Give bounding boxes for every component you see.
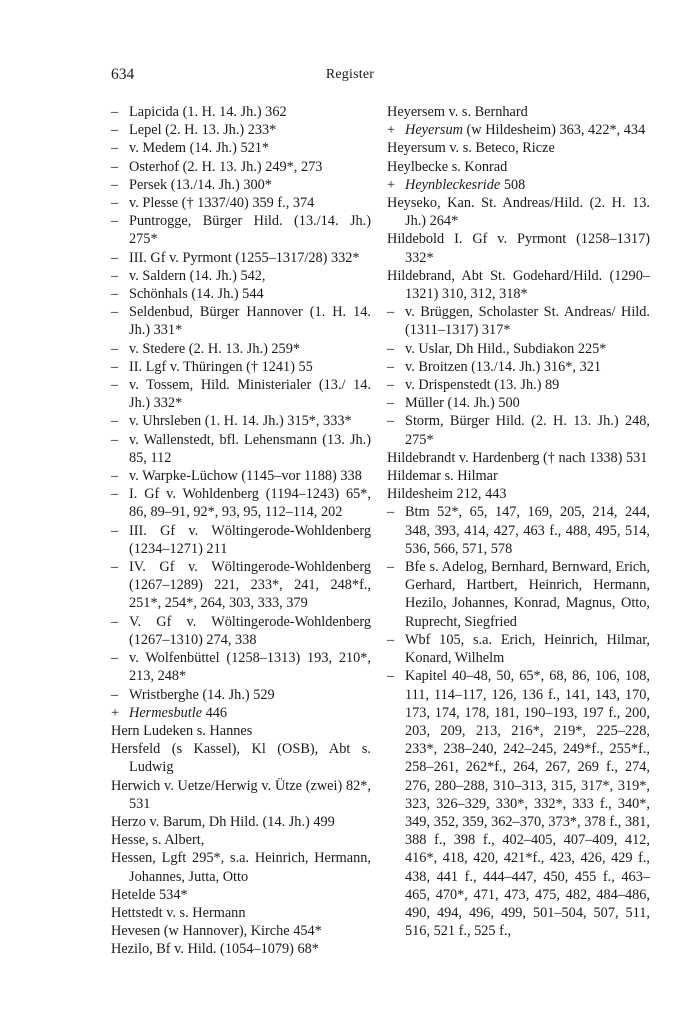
index-entry xyxy=(387,230,650,266)
entry-reference: 446 xyxy=(202,704,228,721)
index-entry xyxy=(111,904,371,922)
entry-text xyxy=(129,705,227,721)
index-entry xyxy=(387,631,650,667)
index-entry xyxy=(111,340,371,358)
index-entry xyxy=(111,886,371,904)
entry-text xyxy=(111,849,371,885)
dash-marker: – xyxy=(387,395,395,412)
entry-reference: v. Drispenstedt (13. Jh.) 89 xyxy=(405,377,560,394)
entry-text xyxy=(129,177,272,193)
entry-reference: Hildemar s. Hilmar xyxy=(387,468,498,485)
entry-reference: Lepel (2. H. 13. Jh.) 233* xyxy=(129,122,277,139)
index-entry xyxy=(111,704,371,722)
dash-marker: – xyxy=(111,431,119,448)
dash-marker: – xyxy=(111,267,119,284)
entry-text xyxy=(405,341,606,357)
dash-marker: – xyxy=(111,559,119,576)
entry-text xyxy=(111,904,371,922)
dash-marker: – xyxy=(387,631,395,648)
entry-reference: Heylbecke s. Konrad xyxy=(387,158,508,175)
index-entry xyxy=(387,558,650,631)
entry-text xyxy=(129,359,313,375)
entry-reference: III. Gf v. Wöltingerode-Wohldenberg (1234–1271) 211 xyxy=(129,522,371,557)
entry-reference: Heyersum v. s. Beteco, Ricze xyxy=(387,140,555,157)
entry-reference: v. Wallenstedt, bfl. Lehensmann (13. Jh.) 85, 112 xyxy=(129,431,371,466)
index-entry xyxy=(111,139,371,157)
entry-reference: v. Warpke-Lüchow (1145–vor 1188) 338 xyxy=(129,468,362,485)
entry-reference: v. Uslar, Dh Hild., Subdiakon 225* xyxy=(405,340,607,357)
entry-text xyxy=(405,377,559,393)
entry-reference: Wbf 105, s.a. Erich, Heinrich, Hilmar, Konard, Wilhelm xyxy=(405,631,650,667)
entry-text xyxy=(405,413,650,447)
index-entry xyxy=(387,412,650,448)
index-entry xyxy=(111,267,371,285)
entry-reference: v. Tossem, Hild. Ministerialer (13./ 14. Jh.) 332* xyxy=(129,377,371,412)
entry-reference: Hildebrandt v. Hardenberg († nach 1338) 531 xyxy=(387,449,648,466)
index-entry xyxy=(111,613,371,649)
entry-reference: Heyersem v. s. Bernhard xyxy=(387,104,528,120)
entry-reference: Hezilo, Bf v. Hild. (1054–1079) 68* xyxy=(111,941,319,958)
dash-marker: – xyxy=(111,340,119,357)
index-entry xyxy=(387,139,650,157)
dash-marker: – xyxy=(111,104,119,120)
index-entry xyxy=(387,267,650,303)
entry-text xyxy=(405,632,650,666)
entry-text xyxy=(405,304,650,338)
entry-reference: Hersfeld (s Kassel), Kl (OSB), Abt s. Ludwig xyxy=(111,741,371,776)
index-entry xyxy=(111,558,371,613)
entry-reference: Herzo v. Barum, Dh Hild. (14. Jh.) 499 xyxy=(111,813,335,830)
dash-marker: – xyxy=(111,176,119,193)
entry-text xyxy=(129,304,371,338)
entry-text xyxy=(387,467,650,485)
entry-reference: Persek (13./14. Jh.) 300* xyxy=(129,176,272,193)
dash-marker: – xyxy=(387,377,395,394)
entry-reference: Hildebold I. Gf v. Pyrmont (1258–1317) 332* xyxy=(387,231,650,266)
index-entry xyxy=(111,412,371,430)
entry-reference: v. Broitzen (13./14. Jh.) 316*, 321 xyxy=(405,358,602,375)
entry-reference: v. Brüggen, Scholaster St. Andreas/ Hild. (1311–1317) 317* xyxy=(405,304,650,339)
place-name: Hermesbutle xyxy=(129,704,203,721)
entry-reference: Herwich v. Uetze/Herwig v. Ütze (zwei) 82*, 531 xyxy=(111,777,371,812)
index-entry xyxy=(111,103,371,121)
place-marker: + xyxy=(387,176,396,193)
entry-reference: Osterhof (2. H. 13. Jh.) 249*, 273 xyxy=(129,158,323,175)
entry-text xyxy=(129,650,371,684)
entry-reference: Hetelde 534* xyxy=(111,886,188,903)
index-entry xyxy=(111,831,371,849)
entry-text xyxy=(405,122,645,138)
entry-text xyxy=(387,267,650,303)
entry-text xyxy=(405,359,601,375)
entry-reference: Hildesheim 212, 443 xyxy=(387,486,507,503)
dash-marker: – xyxy=(387,340,395,357)
entry-text xyxy=(129,687,275,703)
index-column-left xyxy=(111,103,371,959)
entry-text xyxy=(129,432,371,466)
index-entry xyxy=(387,503,650,558)
entry-text xyxy=(387,139,650,157)
dash-marker: – xyxy=(387,358,395,375)
entry-text xyxy=(129,159,322,175)
entry-reference: v. Medem (14. Jh.) 521* xyxy=(129,140,270,157)
dash-marker: – xyxy=(111,686,119,703)
entry-reference: I. Gf v. Wohldenberg (1194–1243) 65*, 86, 89–91, 92*, 93, 95, 112–114, 202 xyxy=(129,486,371,521)
entry-reference: Hesse, s. Albert, xyxy=(111,832,205,849)
dash-marker: – xyxy=(111,486,119,503)
entry-text xyxy=(129,559,371,611)
entry-text xyxy=(387,449,650,467)
index-entry xyxy=(111,376,371,412)
index-entry xyxy=(111,722,371,740)
index-entry xyxy=(111,740,371,776)
dash-marker: – xyxy=(111,522,119,539)
entry-text xyxy=(129,341,300,357)
entry-reference: v. Plesse († 1337/40) 359 f., 374 xyxy=(129,195,315,212)
entry-text xyxy=(111,813,371,831)
entry-reference: Seldenbud, Bürger Hannover (1. H. 14. Jh.) 331* xyxy=(129,304,371,339)
dash-marker: – xyxy=(111,377,119,394)
index-entry xyxy=(111,158,371,176)
entry-text xyxy=(129,122,276,138)
entry-reference: v. Wolfenbüttel (1258–1313) 193, 210*, 213, 248* xyxy=(129,650,371,685)
place-name: Heyersum xyxy=(405,122,463,139)
entry-reference: Wristberghe (14. Jh.) 529 xyxy=(129,686,275,703)
entry-text xyxy=(129,104,287,120)
entry-text xyxy=(387,158,650,176)
index-entry xyxy=(111,649,371,685)
dash-marker: – xyxy=(111,140,119,157)
index-entry xyxy=(111,121,371,139)
index-column-right xyxy=(387,103,650,940)
entry-reference: Bfe s. Adelog, Bernhard, Bernward, Erich, Gerhard, Hartbert, Heinrich, Hermann, Hezilo, Johannes, Konrad, Magnus, Otto, Ruprecht, Siegfried xyxy=(405,559,650,630)
index-entry xyxy=(111,922,371,940)
entry-reference: III. Gf v. Pyrmont (1255–1317/28) 332* xyxy=(129,249,360,266)
dash-marker: – xyxy=(111,249,119,266)
index-entry xyxy=(111,176,371,194)
entry-text xyxy=(129,195,314,211)
entry-reference: Hildebrand, Abt St. Godehard/Hild. (1290–1321) 310, 312, 318* xyxy=(387,267,650,303)
dash-marker: – xyxy=(111,613,119,630)
entry-text xyxy=(129,286,264,302)
entry-text xyxy=(387,485,650,503)
entry-reference: Hessen, Lgft 295*, s.a. Heinrich, Hermann, Johannes, Jutta, Otto xyxy=(111,850,371,885)
index-entry xyxy=(111,777,371,813)
place-marker: + xyxy=(111,704,120,721)
dash-marker: – xyxy=(111,158,119,175)
dash-marker: – xyxy=(387,304,395,321)
index-entry xyxy=(387,376,650,394)
index-entry xyxy=(111,522,371,558)
entry-text xyxy=(129,523,371,557)
index-entry xyxy=(387,176,650,194)
index-entry xyxy=(387,103,650,121)
entry-reference: (w Hildesheim) 363, 422*, 434 xyxy=(462,122,646,139)
index-entry xyxy=(387,340,650,358)
place-marker: + xyxy=(387,122,396,139)
dash-marker: – xyxy=(387,504,395,521)
entry-text xyxy=(111,722,371,740)
entry-text xyxy=(129,413,352,429)
dash-marker: – xyxy=(387,668,395,685)
entry-text xyxy=(129,250,360,266)
entry-reference: v. Uhrsleben (1. H. 14. Jh.) 315*, 333* xyxy=(129,413,352,430)
entry-text xyxy=(387,103,650,121)
dash-marker: – xyxy=(111,413,119,430)
entry-text xyxy=(405,559,650,630)
index-entry xyxy=(111,940,371,958)
index-entry xyxy=(387,121,650,139)
entry-text xyxy=(405,668,650,939)
entry-reference: v. Stedere (2. H. 13. Jh.) 259* xyxy=(129,340,301,357)
entry-text xyxy=(129,468,362,484)
entry-reference: Puntrogge, Bürger Hild. (13./14. Jh.) 275* xyxy=(129,213,371,248)
entry-text xyxy=(111,740,371,776)
entry-reference: IV. Gf v. Wöltingerode-Wohldenberg (1267–1289) 221, 233*, 241, 248*f., 251*, 254*, 264, 303, 333, 379 xyxy=(129,559,371,612)
index-entry xyxy=(387,467,650,485)
dash-marker: – xyxy=(111,358,119,375)
entry-text xyxy=(405,504,650,556)
index-entry xyxy=(111,285,371,303)
dash-marker: – xyxy=(111,468,119,485)
index-entry xyxy=(387,303,650,339)
index-entry xyxy=(111,194,371,212)
index-entry xyxy=(387,667,650,940)
dash-marker: – xyxy=(111,213,119,230)
entry-text xyxy=(387,230,650,266)
index-entry xyxy=(111,431,371,467)
entry-text xyxy=(129,213,371,247)
entry-reference: Müller (14. Jh.) 500 xyxy=(405,395,520,412)
entry-reference: Btm 52*, 65, 147, 169, 205, 214, 244, 348, 393, 414, 427, 463 f., 488, 495, 514, 536, 566, 571, 578 xyxy=(405,504,650,557)
index-entry xyxy=(387,358,650,376)
dash-marker: – xyxy=(111,304,119,321)
page-number: 634 xyxy=(111,66,135,83)
entry-text xyxy=(111,777,371,813)
index-entry xyxy=(111,212,371,248)
entry-reference: Hettstedt v. s. Hermann xyxy=(111,904,246,921)
dash-marker: – xyxy=(111,286,119,303)
entry-reference: 508 xyxy=(500,176,526,193)
index-entry xyxy=(111,485,371,521)
entry-reference: Hern Ludeken s. Hannes xyxy=(111,722,253,739)
index-entry xyxy=(111,358,371,376)
dash-marker: – xyxy=(111,195,119,212)
page-header xyxy=(0,66,700,88)
index-entry xyxy=(387,394,650,412)
entry-text xyxy=(129,614,371,648)
entry-text xyxy=(129,140,269,156)
entry-text xyxy=(129,377,371,411)
entry-reference: Lapicida (1. H. 14. Jh.) 362 xyxy=(129,104,287,120)
entry-reference: Schönhals (14. Jh.) 544 xyxy=(129,286,264,303)
entry-text xyxy=(129,268,265,284)
index-entry xyxy=(387,449,650,467)
dash-marker: – xyxy=(111,122,119,139)
entry-reference: v. Saldern (14. Jh.) 542, xyxy=(129,267,266,284)
place-name: Heynbleckesride xyxy=(405,176,501,193)
index-entry xyxy=(387,158,650,176)
entry-text xyxy=(387,194,650,230)
running-head: Register xyxy=(325,67,375,82)
entry-reference: II. Lgf v. Thüringen († 1241) 55 xyxy=(129,358,313,375)
entry-text xyxy=(405,395,520,411)
index-entry xyxy=(111,249,371,267)
index-entry xyxy=(111,813,371,831)
entry-text xyxy=(111,831,371,849)
entry-text xyxy=(129,486,371,520)
entry-reference: Storm, Bürger Hild. (2. H. 13. Jh.) 248, 275* xyxy=(405,413,650,448)
index-entry xyxy=(387,194,650,230)
index-entry xyxy=(111,467,371,485)
entry-reference: Kapitel 40–48, 50, 65*, 68, 86, 106, 108, 111, 114–117, 126, 136 f., 141, 143, 170, 173, 174, 178, 181, 190–193, 197 f., 200, 203, 209, 213, 216*, 219*, 225–228, 233*, 238–240, 242–245, 249*f., 255*f., 258–261, 262*f., 264, 267, 269 f., 274, 276, 280–288, 310–313, 315, 317*, 319*, 323, 326–329, 330*, 332*, 333 f., 340*, 349, 352, 359, 362–370, 373*, 378 f., 381, 388 f., 398 f., 402–405, 407–409, 412, 416*, 418, 420, 421*f., 423, 426, 429 f., 438, 441 f., 444–447, 450, 455 f., 463–465, 470*, 471, 473, 475, 482, 484–486, 490, 494, 496, 499, 501–504, 507, 511, 516, 521 f., 525 f., xyxy=(405,668,650,940)
dash-marker: – xyxy=(387,413,395,430)
index-entry xyxy=(111,303,371,339)
index-entry xyxy=(111,686,371,704)
entry-text xyxy=(111,940,371,958)
entry-reference: Heyseko, Kan. St. Andreas/Hild. (2. H. 13. Jh.) 264* xyxy=(387,195,650,230)
entry-text xyxy=(405,177,525,193)
index-entry xyxy=(111,849,371,885)
dash-marker: – xyxy=(111,650,119,667)
index-entry xyxy=(387,485,650,503)
entry-reference: V. Gf v. Wöltingerode-Wohldenberg (1267–1310) 274, 338 xyxy=(129,613,371,648)
entry-text xyxy=(111,886,371,904)
dash-marker: – xyxy=(387,559,395,576)
entry-reference: Hevesen (w Hannover), Kirche 454* xyxy=(111,923,322,940)
entry-text xyxy=(111,922,371,940)
